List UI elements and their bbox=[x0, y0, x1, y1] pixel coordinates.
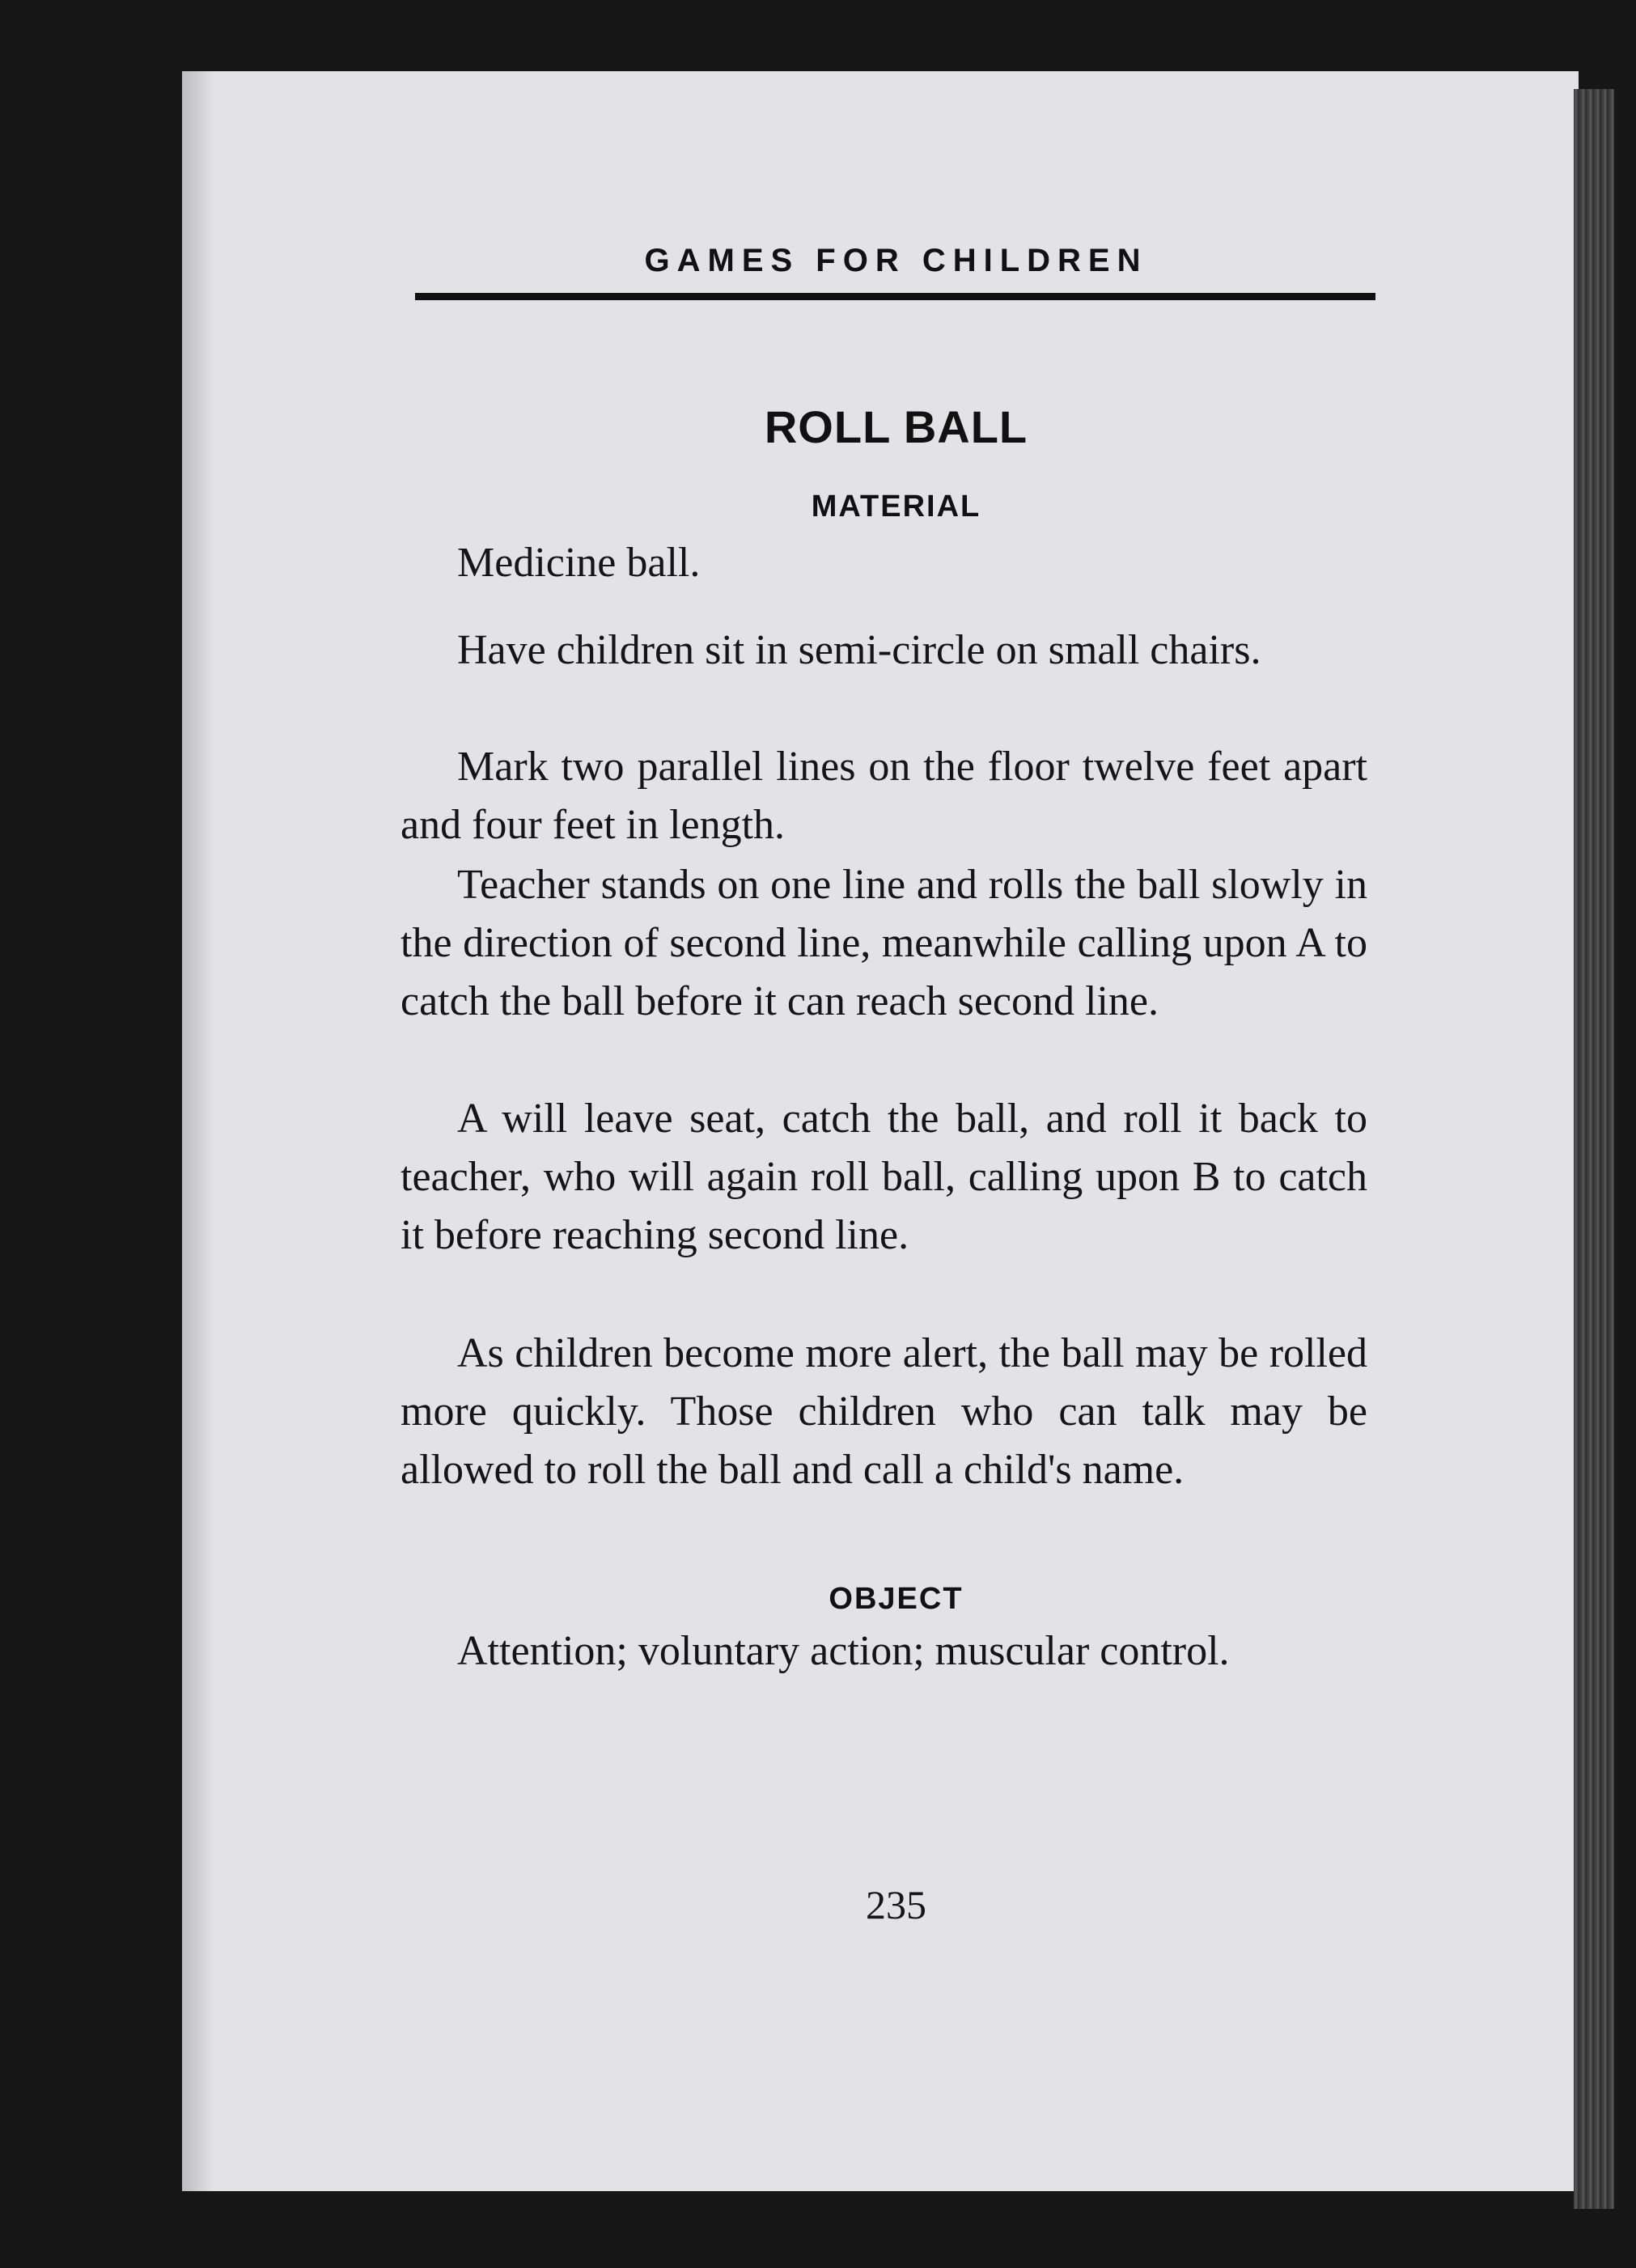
material-text: Medicine ball. bbox=[457, 540, 701, 586]
header-rule bbox=[415, 293, 1375, 300]
paragraph: Have children sit in semi-circle on small chairs. bbox=[457, 627, 1261, 673]
page-edge bbox=[1574, 89, 1614, 2209]
running-head: GAMES FOR CHILDREN bbox=[644, 243, 1148, 278]
paragraph: Mark two parallel lines on the floor twelve feet apart and four feet in length. bbox=[401, 744, 1367, 848]
page-title: ROLL BALL bbox=[764, 401, 1028, 452]
page-number: 235 bbox=[866, 1882, 926, 1927]
paragraph: Teacher stands on one line and rolls the ball slowly in the direction of second line, meanwhile calling upon A to catch the ball before it can reach second line. bbox=[401, 862, 1367, 1024]
material-heading: MATERIAL bbox=[811, 490, 981, 524]
object-heading: OBJECT bbox=[829, 1582, 964, 1616]
paragraph: As children become more alert, the ball may be rolled more quickly. Those children who can talk may be allowed to roll the ball and call a child's name. bbox=[401, 1330, 1367, 1493]
paragraph: A will leave seat, catch the ball, and roll it back to teacher, who will again roll ball, calling upon B to catch it before reaching second line. bbox=[401, 1096, 1367, 1258]
object-text: Attention; voluntary action; muscular control. bbox=[457, 1628, 1230, 1674]
page-gutter bbox=[182, 71, 214, 2191]
